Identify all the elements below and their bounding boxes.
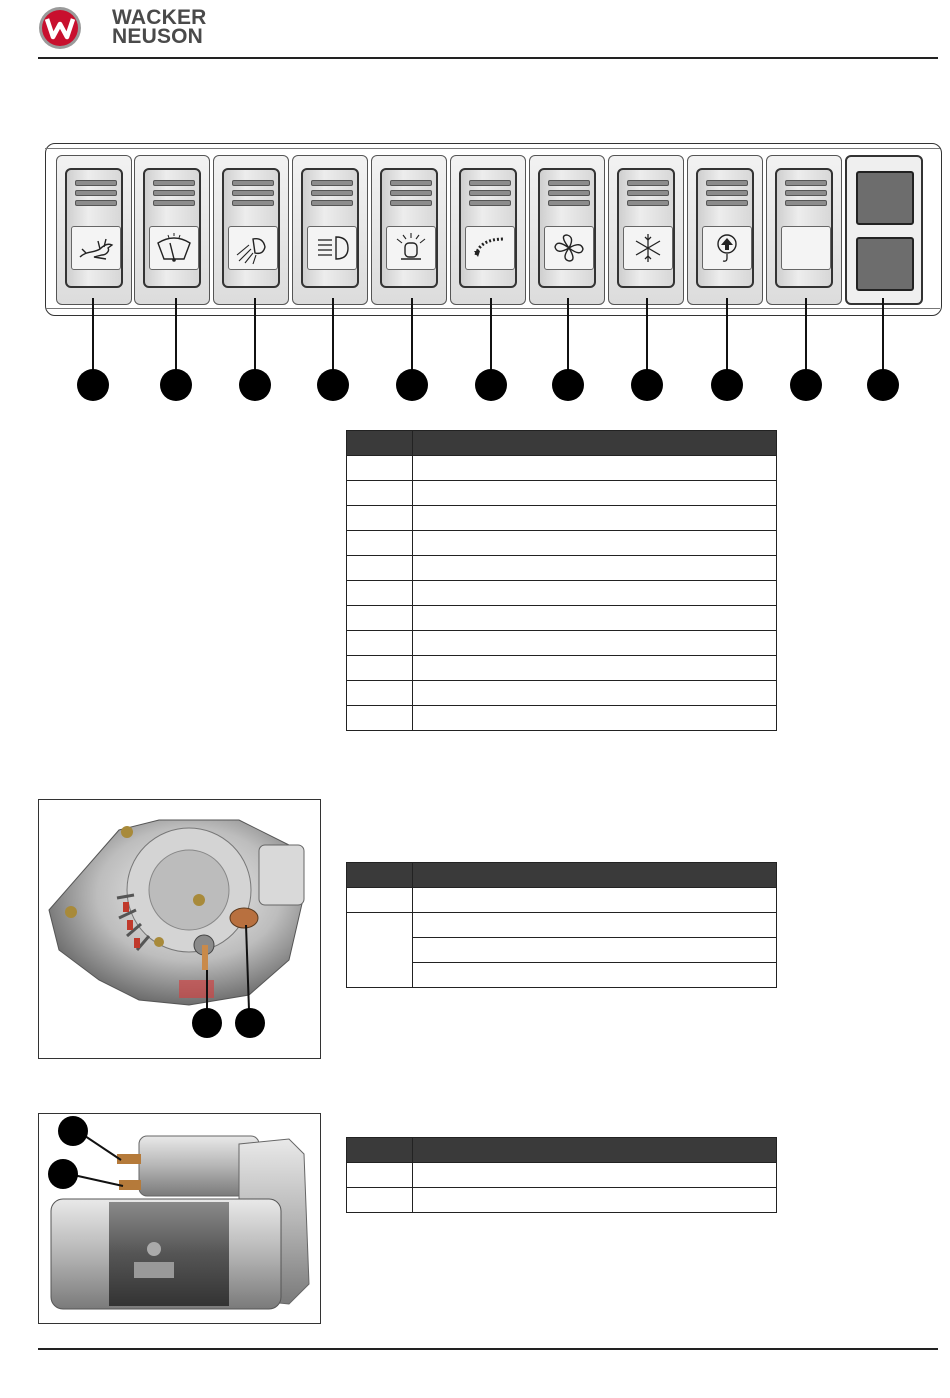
brand-line-1: WACKER bbox=[112, 6, 207, 29]
table-header-row bbox=[347, 1138, 777, 1163]
callout-leader-line bbox=[726, 298, 728, 370]
alternator-table bbox=[346, 862, 777, 988]
table-cell bbox=[347, 888, 413, 913]
rocker-switch-4[interactable] bbox=[292, 155, 368, 305]
rocker-switch-6[interactable] bbox=[450, 155, 526, 305]
indicator-bar bbox=[153, 200, 195, 206]
callout-9 bbox=[711, 369, 743, 401]
table-cell bbox=[347, 1163, 413, 1188]
rocker-body bbox=[143, 168, 201, 288]
rocker-body bbox=[380, 168, 438, 288]
table-cell bbox=[347, 1188, 413, 1213]
table-row bbox=[347, 581, 777, 606]
rocker-body bbox=[222, 168, 280, 288]
switch-11-blank bbox=[845, 155, 923, 305]
table-cell bbox=[413, 681, 777, 706]
brand-name bbox=[112, 8, 207, 46]
table-cell bbox=[347, 581, 413, 606]
headlight-icon bbox=[307, 226, 357, 270]
indicator-bar bbox=[75, 180, 117, 186]
wiper-icon bbox=[149, 226, 199, 270]
rocker-body bbox=[65, 168, 123, 288]
beacon-icon bbox=[386, 226, 436, 270]
rocker-switch-5[interactable] bbox=[371, 155, 447, 305]
callout-5 bbox=[396, 369, 428, 401]
callout-6 bbox=[475, 369, 507, 401]
wacker-neuson-logo-icon bbox=[38, 6, 82, 50]
table-row bbox=[347, 506, 777, 531]
rocker-switch-8[interactable] bbox=[608, 155, 684, 305]
table-cell bbox=[413, 506, 777, 531]
indicator-bar bbox=[469, 200, 511, 206]
table-row bbox=[347, 681, 777, 706]
indicator-bar bbox=[75, 200, 117, 206]
rocker-switch-7[interactable] bbox=[529, 155, 605, 305]
table-row bbox=[347, 481, 777, 506]
rocker-body bbox=[696, 168, 754, 288]
header-cell bbox=[413, 431, 777, 456]
alternator-callout-2 bbox=[235, 1008, 265, 1038]
indicator-bar bbox=[153, 190, 195, 196]
callout-3 bbox=[239, 369, 271, 401]
indicator-bar bbox=[390, 180, 432, 186]
callout-leader-line bbox=[175, 298, 177, 370]
arrow-up-hook-icon bbox=[702, 226, 752, 270]
table-cell bbox=[413, 556, 777, 581]
starter-table bbox=[346, 1137, 777, 1213]
alternator-photo bbox=[38, 799, 321, 1059]
indicator-bar bbox=[785, 190, 827, 196]
brand-line-2: NEUSON bbox=[112, 25, 204, 48]
table-cell bbox=[347, 481, 413, 506]
indicator-bar bbox=[785, 200, 827, 206]
table-row bbox=[347, 706, 777, 731]
callout-leader-line bbox=[805, 298, 807, 370]
callout-leader-line bbox=[882, 298, 884, 370]
indicator-bar bbox=[75, 190, 117, 196]
table-cell bbox=[347, 913, 413, 988]
blank-square-lower bbox=[856, 237, 914, 291]
table-cell bbox=[413, 913, 777, 938]
callout-leader-line bbox=[411, 298, 413, 370]
starter-callout-2 bbox=[48, 1159, 78, 1189]
table-row bbox=[347, 1188, 777, 1213]
table-cell bbox=[347, 506, 413, 531]
rocker-switch-9[interactable] bbox=[687, 155, 763, 305]
header-rule bbox=[38, 57, 938, 59]
indicator-bar bbox=[311, 190, 353, 196]
indicator-bar bbox=[785, 180, 827, 186]
table-cell bbox=[347, 706, 413, 731]
callout-leader-line bbox=[646, 298, 648, 370]
indicator-bar bbox=[311, 180, 353, 186]
table-cell bbox=[347, 656, 413, 681]
table-row bbox=[347, 656, 777, 681]
table-header-row bbox=[347, 863, 777, 888]
footer-rule bbox=[38, 1348, 938, 1350]
alternator-callout-1 bbox=[192, 1008, 222, 1038]
table-cell bbox=[413, 963, 777, 988]
header-cell bbox=[347, 863, 413, 888]
table-cell bbox=[347, 606, 413, 631]
speed-dial-icon bbox=[465, 226, 515, 270]
indicator-bar bbox=[706, 200, 748, 206]
starter-callout-1 bbox=[58, 1116, 88, 1146]
table-cell bbox=[347, 531, 413, 556]
callout-1 bbox=[77, 369, 109, 401]
rocker-body bbox=[459, 168, 517, 288]
table-cell bbox=[413, 706, 777, 731]
rocker-body bbox=[775, 168, 833, 288]
rocker-switch-2[interactable] bbox=[134, 155, 210, 305]
callout-leader-line bbox=[254, 298, 256, 370]
indicator-bar bbox=[627, 200, 669, 206]
table-cell bbox=[413, 481, 777, 506]
callout-leader-line bbox=[332, 298, 334, 370]
blank-square-upper bbox=[856, 171, 914, 225]
panel-top-line bbox=[45, 148, 940, 149]
table-cell bbox=[413, 938, 777, 963]
indicator-bar bbox=[548, 200, 590, 206]
table-row bbox=[347, 631, 777, 656]
callout-10 bbox=[790, 369, 822, 401]
indicator-bar bbox=[627, 180, 669, 186]
table-row bbox=[347, 1163, 777, 1188]
table-cell bbox=[413, 456, 777, 481]
table-row bbox=[347, 556, 777, 581]
work-light-icon bbox=[228, 226, 278, 270]
rocker-switch-10[interactable] bbox=[766, 155, 842, 305]
table-cell bbox=[413, 581, 777, 606]
fan-icon bbox=[544, 226, 594, 270]
table-cell bbox=[413, 631, 777, 656]
indicator-bar bbox=[232, 180, 274, 186]
table-header-row bbox=[347, 431, 777, 456]
starter-motor-photo bbox=[38, 1113, 321, 1324]
callout-4 bbox=[317, 369, 349, 401]
indicator-bar bbox=[469, 180, 511, 186]
table-cell bbox=[347, 681, 413, 706]
indicator-bar bbox=[390, 200, 432, 206]
table-row bbox=[347, 888, 777, 913]
rabbit-icon bbox=[71, 226, 121, 270]
indicator-bar bbox=[548, 190, 590, 196]
table-cell bbox=[347, 556, 413, 581]
callout-leader-line bbox=[92, 298, 94, 370]
indicator-bar bbox=[706, 190, 748, 196]
rocker-body bbox=[538, 168, 596, 288]
header-cell bbox=[413, 863, 777, 888]
rocker-switch-1[interactable] bbox=[56, 155, 132, 305]
table-cell bbox=[347, 631, 413, 656]
table-row bbox=[347, 456, 777, 481]
table-cell bbox=[413, 1163, 777, 1188]
indicator-bar bbox=[232, 190, 274, 196]
switch-table bbox=[346, 430, 777, 731]
callout-2 bbox=[160, 369, 192, 401]
table-cell bbox=[413, 606, 777, 631]
table-row bbox=[347, 913, 777, 938]
indicator-bar bbox=[153, 180, 195, 186]
header-cell bbox=[347, 1138, 413, 1163]
table-cell bbox=[413, 531, 777, 556]
header-cell bbox=[347, 431, 413, 456]
indicator-bar bbox=[390, 190, 432, 196]
indicator-bar bbox=[548, 180, 590, 186]
header-cell bbox=[413, 1138, 777, 1163]
indicator-bar bbox=[706, 180, 748, 186]
callout-7 bbox=[552, 369, 584, 401]
blank-icon bbox=[781, 226, 831, 270]
callout-8 bbox=[631, 369, 663, 401]
indicator-bar bbox=[627, 190, 669, 196]
table-cell bbox=[413, 888, 777, 913]
rocker-body bbox=[617, 168, 675, 288]
indicator-bar bbox=[232, 200, 274, 206]
table-cell bbox=[413, 1188, 777, 1213]
rocker-switch-3[interactable] bbox=[213, 155, 289, 305]
indicator-bar bbox=[469, 190, 511, 196]
callout-leader-line bbox=[490, 298, 492, 370]
indicator-bar bbox=[311, 200, 353, 206]
callout-leader-line bbox=[567, 298, 569, 370]
table-row bbox=[347, 606, 777, 631]
rocker-body bbox=[301, 168, 359, 288]
table-cell bbox=[413, 656, 777, 681]
snowflake-icon bbox=[623, 226, 673, 270]
table-cell bbox=[347, 456, 413, 481]
callout-11 bbox=[867, 369, 899, 401]
table-row bbox=[347, 531, 777, 556]
